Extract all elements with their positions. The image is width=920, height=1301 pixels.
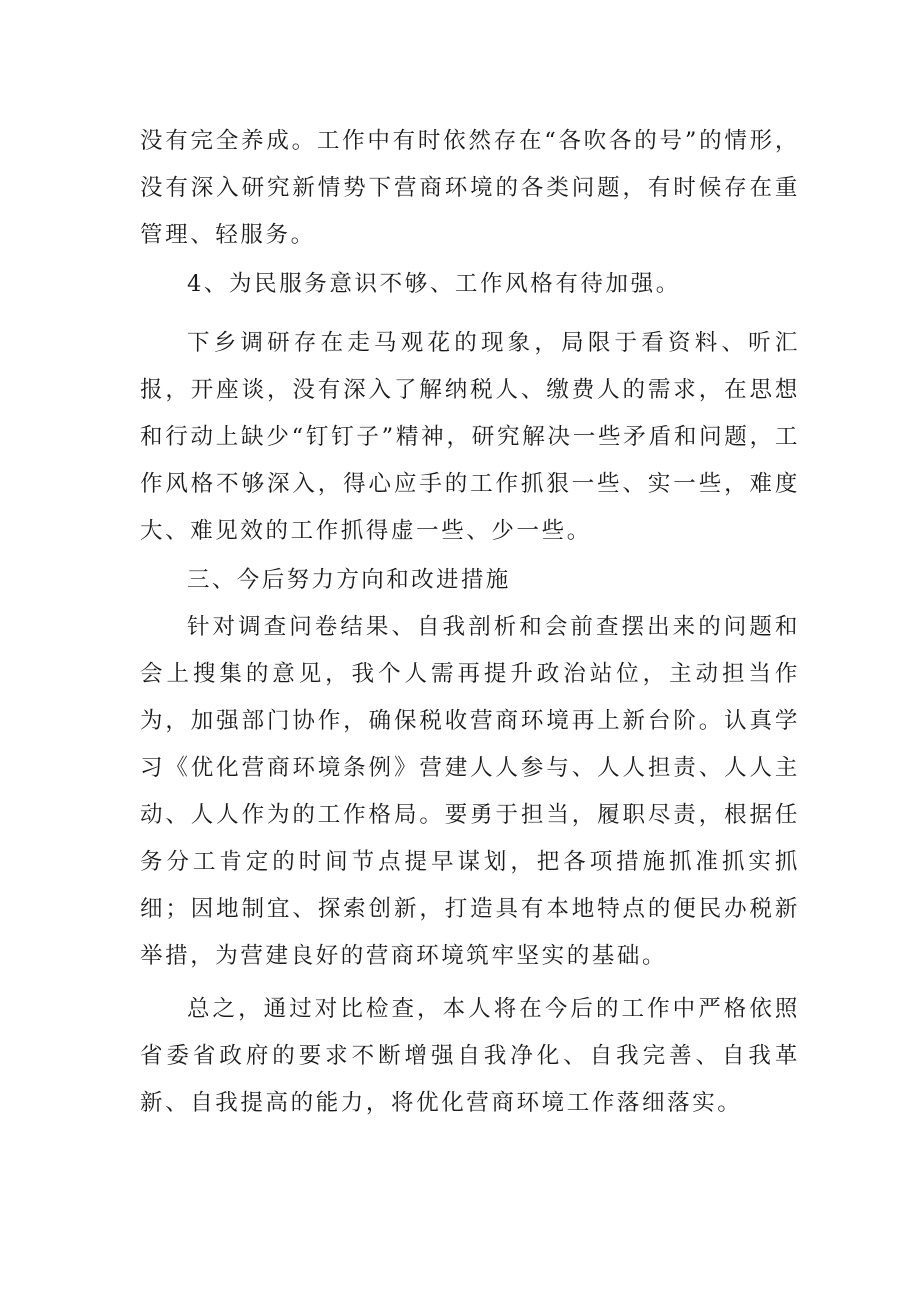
paragraph-measures: 针对调查问卷结果、自我剖析和会前查摆出来的问题和会上搜集的意见，我个人需再提升政治站位，主动担当作为，加强部门协作，确保税收营商环境再上新台阶。认真学习《优化营商环境条例》营建人人参与、人人担责、人人主动、人人作为的工作格局。要勇于担当，履职尽责，根据任务分工肯定的时间节点提早谋划，把各项措施抓准抓实抓细；因地制宜、探索创新，打造具有本地特点的便民办税新举措，为营建良好的营商环境筑牢坚实的基础。 [140,614,800,969]
document-body [140,118,800,1127]
paragraph-continuation: 没有完全养成。工作中有时依然存在“各吹各的号”的情形，没有深入研究新情势下营商环境的各类问题，有时候存在重管理、轻服务。 [140,128,800,248]
paragraph-conclusion: 总之，通过对比检查，本人将在今后的工作中严格依照省委省政府的要求不断增强自我净化、自我完善、自我革新、自我提高的能力，将优化营商环境工作落细落实。 [140,996,800,1116]
section-heading-improvement: 三、今后努力方向和改进措施 [187,567,511,593]
paragraph-field-research: 下乡调研存在走马观花的现象，局限于看资料、听汇报，开座谈，没有深入了解纳税人、缴费人的需求，在思想和行动上缺少“钉钉子”精神，研究解决一些矛盾和问题，工作风格不够深入，得心应手的工作抓狠一些、实一些，难度大、难见效的工作抓得虚一些、少一些。 [140,330,800,544]
subheading-service-awareness: 4、为民服务意识不够、工作风格有待加强。 [187,271,681,297]
